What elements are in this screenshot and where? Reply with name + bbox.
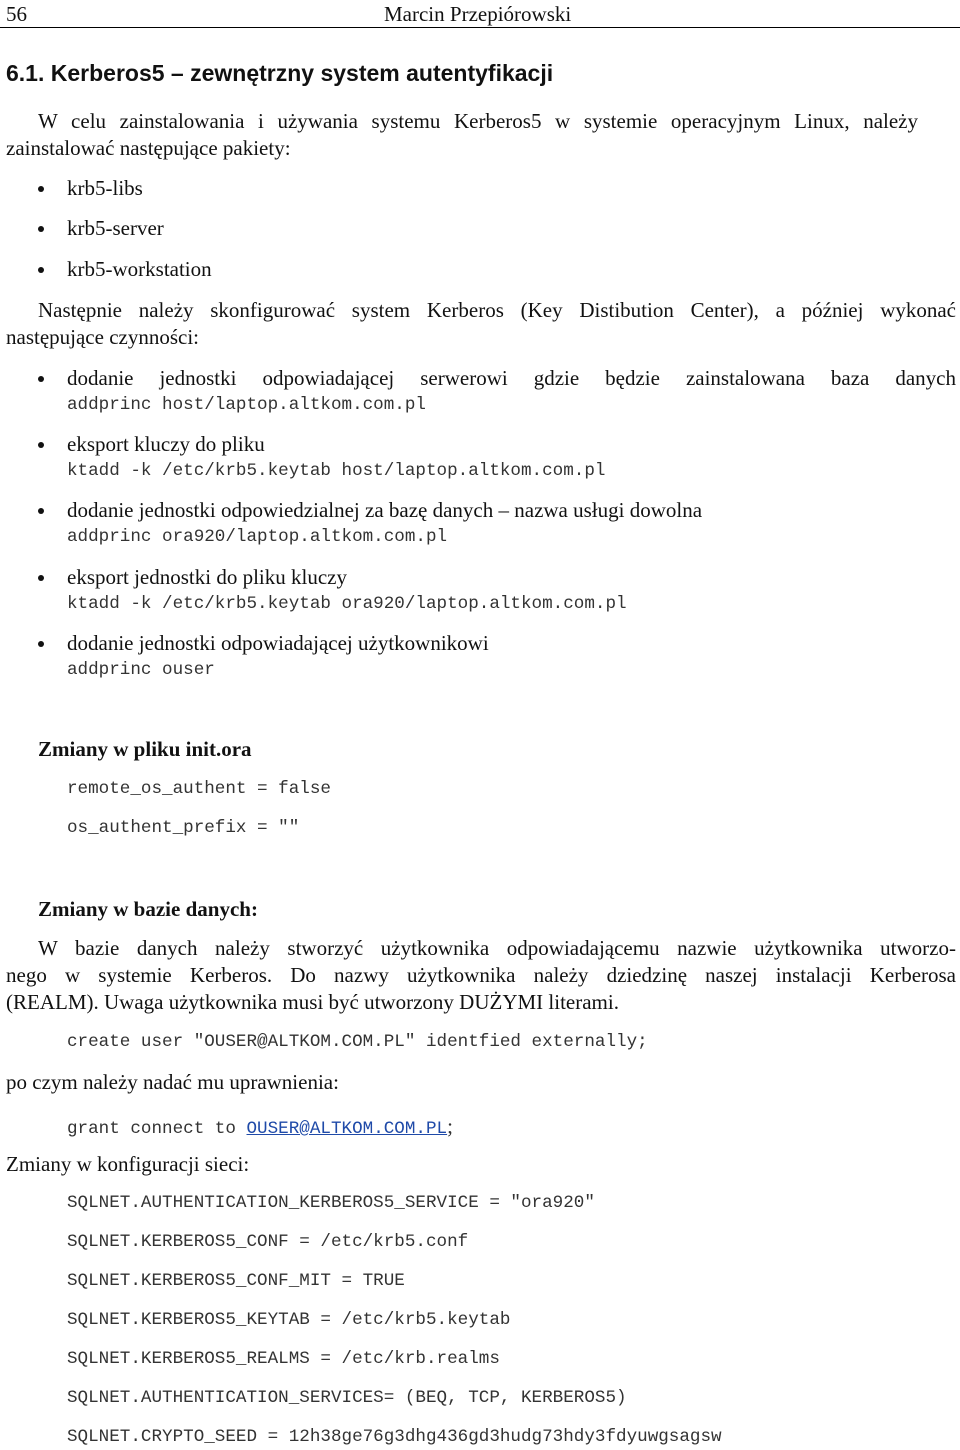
bullet (38, 442, 44, 448)
kdc-line-1: Następnie należy skonfigurować system Kerberos (Key Distibution Center), a później wykonać (38, 298, 956, 322)
bullet (38, 508, 44, 514)
step-code: addprinc host/laptop.altkom.com.pl (67, 395, 426, 415)
bullet (38, 641, 44, 647)
network-config-line: SQLNET.AUTHENTICATION_SERVICES= (BEQ, TCP, KERBEROS5) (67, 1388, 627, 1408)
kdc-line-2: następujące czynności: (6, 325, 199, 349)
bullet (38, 376, 44, 382)
step-text: eksport jednostki do pliku kluczy (67, 565, 347, 589)
network-config-line: SQLNET.AUTHENTICATION_KERBEROS5_SERVICE = "ora920" (67, 1193, 595, 1213)
section-title: 6.1. Kerberos5 – zewnętrzny system autentyfikacji (6, 60, 554, 86)
step-text: dodanie jednostki odpowiadającej serwerowi gdzie będzie zainstalowana baza danych (67, 366, 956, 390)
bullet (38, 186, 44, 192)
package-item: krb5-server (67, 216, 164, 240)
step-code: addprinc ouser (67, 660, 215, 680)
step-code: addprinc ora920/laptop.altkom.com.pl (67, 527, 448, 547)
package-item: krb5-libs (67, 176, 143, 200)
intro-line-2: zainstalować następujące pakiety: (6, 136, 291, 160)
init-ora-heading: Zmiany w pliku init.ora (38, 737, 252, 761)
network-config-line: SQLNET.KERBEROS5_CONF = /etc/krb5.conf (67, 1232, 469, 1252)
bullet (38, 226, 44, 232)
init-ora-line: os_authent_prefix = "" (67, 818, 300, 838)
bullet (38, 575, 44, 581)
page-number: 56 (6, 2, 27, 26)
step-code: ktadd -k /etc/krb5.keytab ora920/laptop.altkom.com.pl (67, 594, 627, 614)
grant-suffix: ; (447, 1114, 453, 1138)
step-code: ktadd -k /etc/krb5.keytab host/laptop.altkom.com.pl (67, 461, 606, 481)
network-config-line: SQLNET.CRYPTO_SEED = 12h38ge76g3dhg436gd3hudg73hdy3fdyuwgsagsw (67, 1427, 722, 1447)
db-changes-heading: Zmiany w bazie danych: (38, 897, 258, 921)
grant-prefix: grant connect to (67, 1119, 247, 1139)
step-text: dodanie jednostki odpowiedzialnej za bazę danych – nazwa usługi dowolna (67, 498, 703, 522)
network-config-line: SQLNET.KERBEROS5_REALMS = /etc/krb.realms (67, 1349, 500, 1369)
page-author: Marcin Przepiórowski (384, 2, 572, 26)
init-ora-line: remote_os_authent = false (67, 779, 331, 799)
intro-line-1: W celu zainstalowania i używania systemu Kerberos5 w systemie operacyjnym Linux, należy (38, 109, 918, 133)
network-heading: Zmiany w konfiguracji sieci: (6, 1152, 250, 1176)
create-user-code: create user "OUSER@ALTKOM.COM.PL" identfied externally; (67, 1032, 648, 1052)
step-text: dodanie jednostki odpowiadającej użytkownikowi (67, 631, 489, 655)
grant-code (67, 1113, 453, 1140)
db-changes-line-1: W bazie danych należy stworzyć użytkownika odpowiadającemu nazwie użytkownika utworzo- (38, 936, 956, 960)
network-config-line: SQLNET.KERBEROS5_KEYTAB = /etc/krb5.keytab (67, 1310, 511, 1330)
db-changes-line-2: nego w systemie Kerberos. Do nazwy użytkownika należy dziedzinę naszej instalacji Kerberosa (6, 963, 956, 987)
grant-intro: po czym należy nadać mu uprawnienia: (6, 1070, 339, 1094)
header-divider (0, 27, 960, 28)
db-changes-line-3: (REALM). Uwaga użytkownika musi być utworzony DUŻYMI literami. (6, 990, 619, 1014)
bullet (38, 267, 44, 273)
grant-user-link[interactable]: OUSER@ALTKOM.COM.PL (246, 1119, 448, 1139)
package-item: krb5-workstation (67, 257, 212, 281)
step-text: eksport kluczy do pliku (67, 432, 265, 456)
network-config-line: SQLNET.KERBEROS5_CONF_MIT = TRUE (67, 1271, 405, 1291)
